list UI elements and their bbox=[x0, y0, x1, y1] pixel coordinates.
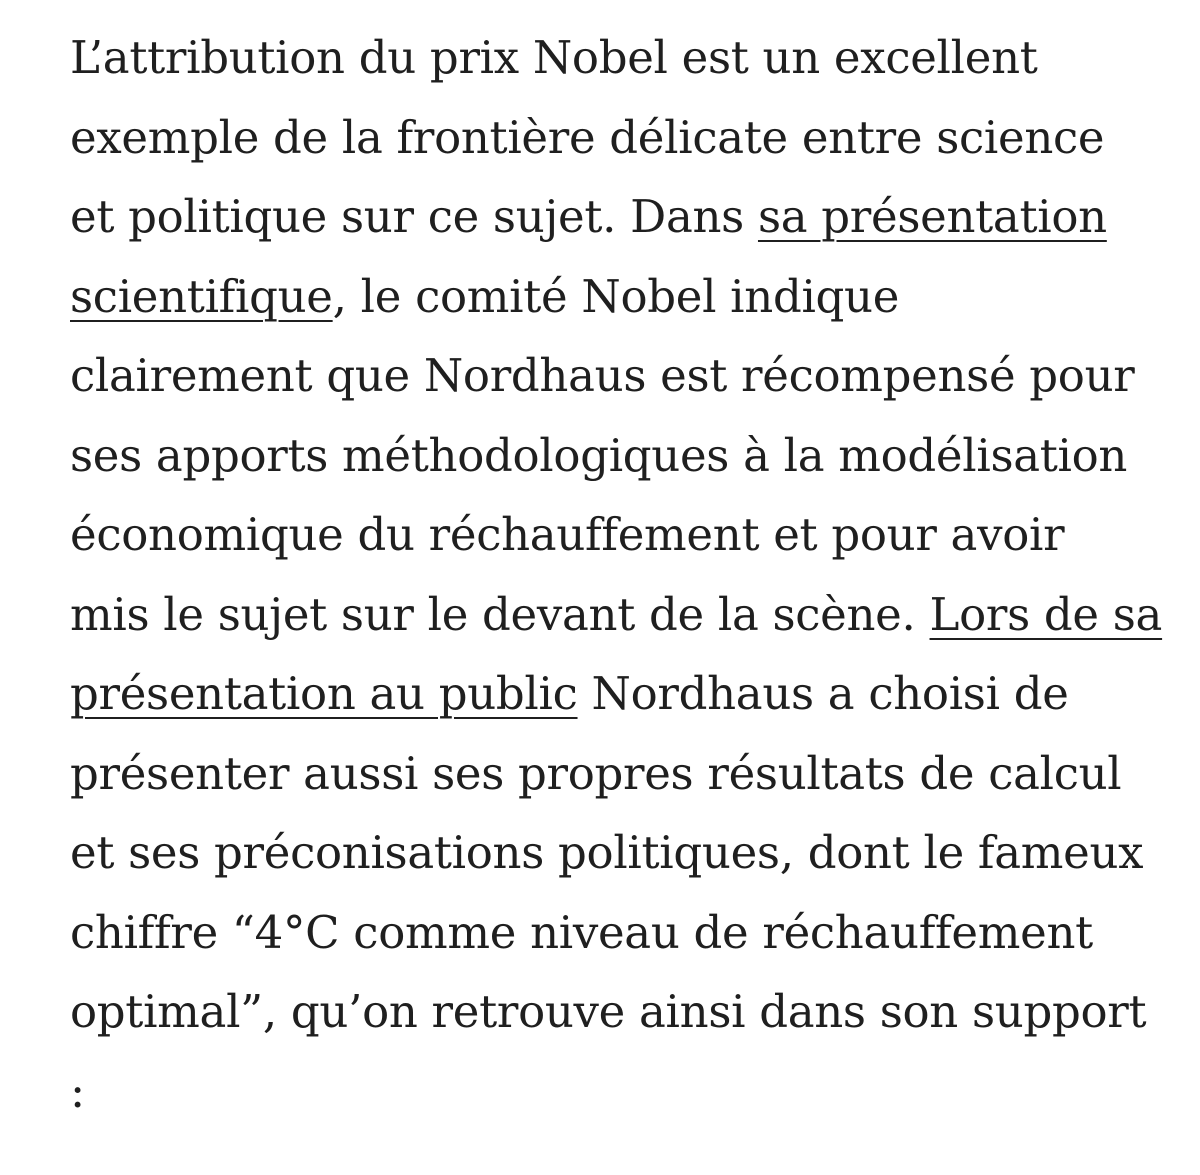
text-segment: et politique sur ce sujet. Dans bbox=[70, 190, 758, 243]
text-line-6: ses apports méthodologiques à la modélisation bbox=[70, 428, 1128, 482]
public-presentation-link[interactable]: Lors de sa bbox=[929, 587, 1163, 641]
text-line-8 bbox=[70, 575, 1195, 655]
text-line-3 bbox=[70, 177, 1195, 257]
text-line-14: : bbox=[70, 1064, 85, 1118]
text-segment: mis le sujet sur le devant de la scène. bbox=[70, 587, 930, 641]
text-line-7: économique du réchauffement et pour avoir bbox=[70, 508, 1065, 561]
scientific-presentation-link-continued[interactable]: scientifique bbox=[70, 269, 333, 323]
public-presentation-link-continued[interactable]: présentation au public bbox=[70, 667, 578, 720]
text-line-9 bbox=[70, 654, 1195, 734]
text-line-5: clairement que Nordhaus est récompensé pour bbox=[70, 349, 1135, 402]
scientific-presentation-link[interactable]: sa présentation bbox=[757, 190, 1107, 243]
text-line-4 bbox=[70, 257, 1195, 337]
text-line-1: L’attribution du prix Nobel est un excellent bbox=[70, 31, 1038, 84]
text-segment: Nordhaus a choisi de bbox=[577, 667, 1069, 720]
text-line-11: et ses préconisations politiques, dont le fameux bbox=[70, 826, 1144, 879]
article-paragraph bbox=[70, 18, 1195, 1131]
text-line-12: chiffre “4°C comme niveau de réchauffement bbox=[70, 905, 1093, 959]
text-line-2: exemple de la frontière délicate entre science bbox=[70, 110, 1105, 164]
text-line-10: présenter aussi ses propres résultats de calcul bbox=[70, 746, 1122, 800]
text-line-13: optimal”, qu’on retrouve ainsi dans son support bbox=[70, 985, 1147, 1038]
text-segment: , le comité Nobel indique bbox=[332, 269, 900, 323]
